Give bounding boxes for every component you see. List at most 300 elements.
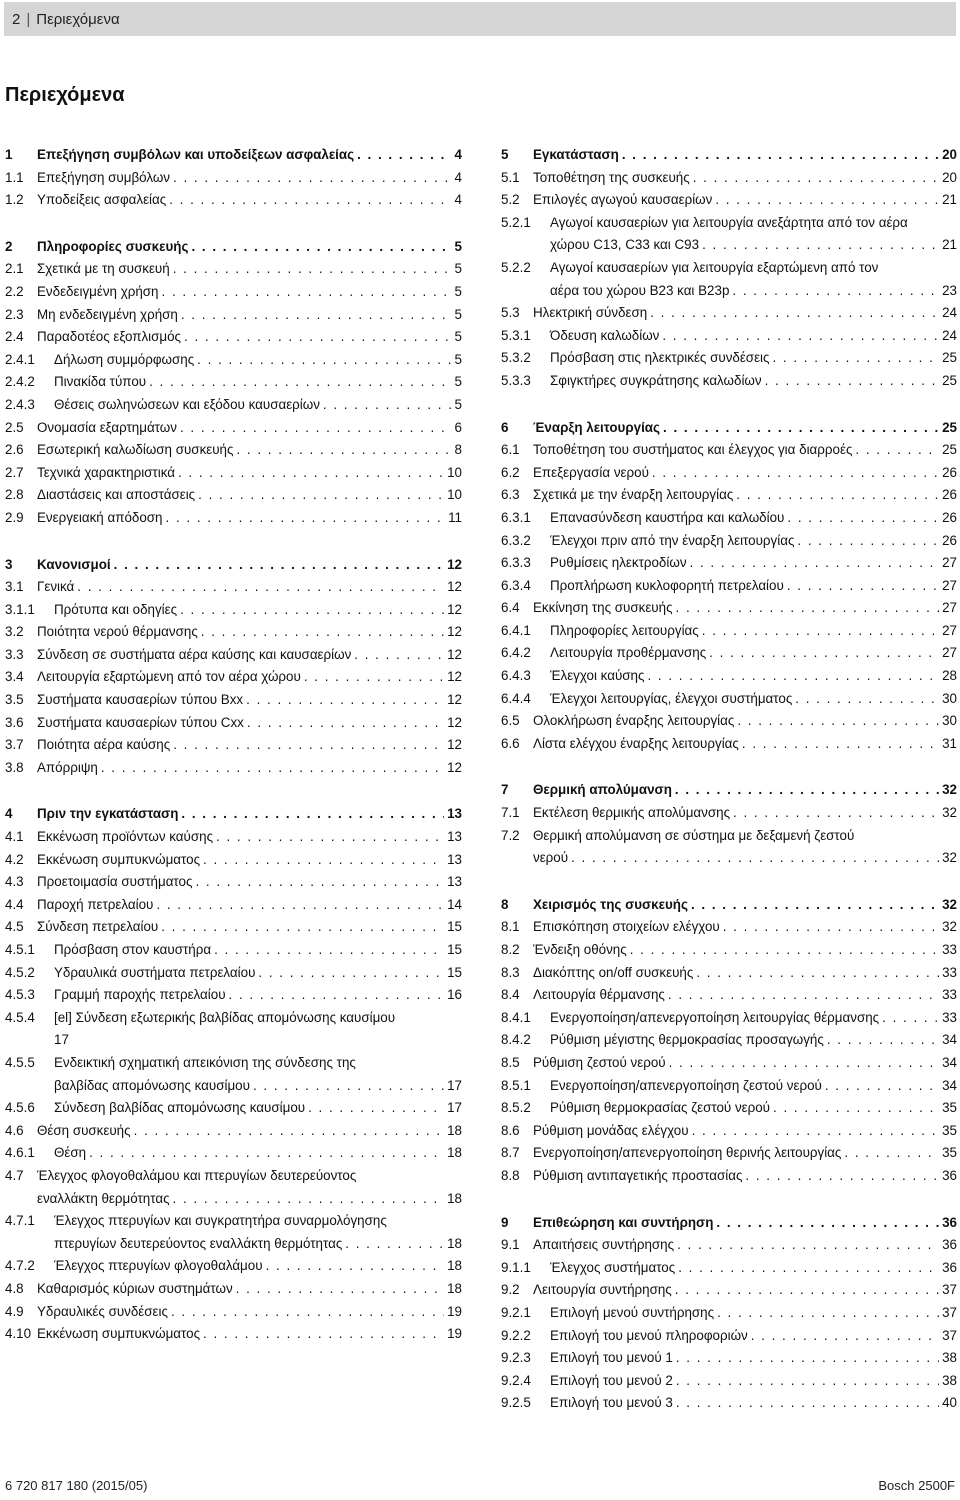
toc-chapter-heading[interactable] <box>501 779 957 802</box>
toc-entry[interactable] <box>5 849 462 872</box>
toc-entry-body <box>550 552 957 575</box>
toc-entry[interactable] <box>5 734 462 757</box>
toc-entry[interactable] <box>5 871 462 894</box>
toc-dot-leader <box>161 916 444 939</box>
toc-entry-line <box>37 189 462 212</box>
toc-dot-leader <box>354 644 444 667</box>
toc-entry[interactable] <box>501 1075 957 1098</box>
toc-entry[interactable] <box>501 1347 957 1370</box>
toc-entry-title: Λειτουργία εξαρτώμενη από τον αέρα χώρου <box>37 669 301 685</box>
toc-entry[interactable] <box>5 189 462 212</box>
toc-entry-title: Επιλογή μενού συντήρησης <box>550 1304 715 1320</box>
toc-entry-title: Απόρριψη <box>37 759 98 775</box>
toc-entry-number: 4.7 <box>5 1167 24 1183</box>
toc-dot-leader <box>676 1347 939 1370</box>
toc-entry-title: βαλβίδας απομόνωσης καυσίμου <box>54 1077 250 1093</box>
toc-dot-leader <box>732 280 939 303</box>
toc-entry-body <box>550 642 957 665</box>
toc-entry[interactable] <box>501 347 957 370</box>
toc-entry-number: 8.5.2 <box>501 1100 531 1116</box>
toc-dot-leader <box>236 439 451 462</box>
toc-page-number: 30 <box>942 690 957 706</box>
toc-entry[interactable] <box>501 484 957 507</box>
toc-entry-title: Επιλογές αγωγού καυσαερίων <box>533 192 713 208</box>
toc-entry-line <box>37 484 462 507</box>
toc-dot-leader <box>696 962 939 985</box>
toc-dot-leader <box>195 871 444 894</box>
toc-entry[interactable] <box>501 1325 957 1348</box>
toc-entry-title: Θερμική απολύμανση σε σύστημα με δεξαμενή ζεστού <box>533 827 855 843</box>
toc-dot-leader <box>229 984 445 1007</box>
toc-entry-line <box>37 666 462 689</box>
toc-entry-line <box>533 1279 957 1302</box>
toc-page-number: 27 <box>942 600 957 616</box>
toc-entry-body <box>533 779 957 802</box>
toc-entry-line <box>533 144 957 167</box>
toc-entry-title: Θέση συσκευής <box>37 1122 131 1138</box>
toc-entry-title: Επιλογή του μενού πληροφοριών <box>550 1327 748 1343</box>
toc-entry-number: 9.2.4 <box>501 1372 531 1388</box>
toc-dot-leader <box>716 1212 939 1235</box>
toc-chapter-heading[interactable] <box>501 894 957 917</box>
toc-entry[interactable] <box>501 462 957 485</box>
toc-chapter-heading[interactable] <box>5 236 462 259</box>
toc-entry-title: Αγωγοί καυσαερίων για λειτουργία ανεξάρτητα από τον αέρα <box>550 214 908 230</box>
toc-entry-title: Σύνδεση βαλβίδας απομόνωσης καυσίμου <box>54 1100 306 1116</box>
toc-page-number: 21 <box>942 192 957 208</box>
toc-entry-line <box>37 326 462 349</box>
toc-dot-leader <box>737 710 939 733</box>
toc-entry[interactable] <box>5 984 462 1007</box>
toc-entry-title: Ονομασία εξαρτημάτων <box>37 419 177 435</box>
toc-entry-line <box>533 1142 957 1165</box>
toc-entry-body <box>533 984 957 1007</box>
toc-entry-line <box>54 1075 462 1098</box>
toc-entry-body <box>550 665 957 688</box>
toc-entry[interactable] <box>5 394 462 417</box>
toc-page-number: 18 <box>447 1235 462 1251</box>
toc-chapter-heading[interactable] <box>501 417 957 440</box>
toc-entry-title: Ενεργοποίηση/απενεργοποίηση θερινής λειτουργίας <box>533 1145 842 1161</box>
toc-page-number: 27 <box>942 555 957 571</box>
toc-page-number: 26 <box>942 509 957 525</box>
toc-entry-line <box>533 733 957 756</box>
toc-page-number: 12 <box>447 759 462 775</box>
toc-entry[interactable] <box>501 1142 957 1165</box>
toc-entry[interactable] <box>5 1120 462 1143</box>
toc-page-number: 25 <box>942 350 957 366</box>
toc-entry-body <box>37 304 462 327</box>
toc-entry-title: Επεξεργασία νερού <box>533 464 649 480</box>
toc-entry[interactable] <box>501 1257 957 1280</box>
toc-entry-body <box>54 599 462 622</box>
toc-entry-number: 5.3 <box>501 305 520 321</box>
toc-entry-body <box>533 802 957 825</box>
toc-entry-number: 7 <box>501 782 509 798</box>
toc-entry-line <box>550 530 957 553</box>
toc-entry-number: 6.3 <box>501 487 520 503</box>
toc-entry[interactable] <box>5 507 462 530</box>
toc-entry[interactable] <box>501 302 957 325</box>
toc-dot-leader <box>169 189 451 212</box>
toc-dot-leader <box>173 1188 445 1211</box>
toc-entry-number: 3.7 <box>5 737 24 753</box>
toc-entry-number: 4.6.1 <box>5 1145 35 1161</box>
toc-entry-line <box>54 1007 462 1030</box>
toc-entry[interactable] <box>5 916 462 939</box>
toc-page-number: 37 <box>942 1282 957 1298</box>
toc-entry-number: 2.8 <box>5 487 24 503</box>
toc-entry-number: 7.1 <box>501 805 520 821</box>
toc-entry[interactable] <box>501 530 957 553</box>
toc-entry[interactable] <box>5 644 462 667</box>
toc-dot-leader <box>173 167 452 190</box>
toc-entry[interactable] <box>5 1097 462 1120</box>
toc-entry-line <box>54 1233 462 1256</box>
toc-entry[interactable] <box>501 1302 957 1325</box>
toc-page-number: 32 <box>942 919 957 935</box>
toc-entry-line <box>550 1392 957 1415</box>
toc-entry-line <box>550 1075 957 1098</box>
toc-entry-body <box>37 507 462 530</box>
toc-page-number: 21 <box>942 237 957 253</box>
toc-entry-number: 3.4 <box>5 669 24 685</box>
toc-entry[interactable] <box>5 281 462 304</box>
toc-dot-leader <box>216 826 444 849</box>
toc-entry-title: χώρου C13, C33 και C93 <box>550 237 700 253</box>
toc-dot-leader <box>647 665 939 688</box>
toc-entry-line <box>37 144 462 167</box>
toc-entry-body <box>54 349 462 372</box>
toc-entry-title: Παροχή πετρελαίου <box>37 896 154 912</box>
toc-entry-line <box>533 962 957 985</box>
toc-dot-leader <box>668 984 939 1007</box>
toc-entry-line <box>533 1234 957 1257</box>
toc-dot-leader <box>571 847 939 870</box>
toc-entry[interactable] <box>5 894 462 917</box>
toc-entry-body <box>37 734 462 757</box>
toc-chapter-heading[interactable] <box>501 144 957 167</box>
toc-entry-line <box>550 234 957 257</box>
toc-entry[interactable] <box>501 1165 957 1188</box>
toc-entry[interactable] <box>5 258 462 281</box>
toc-entry-body <box>533 484 957 507</box>
toc-entry-body <box>550 507 957 530</box>
toc-entry[interactable] <box>501 939 957 962</box>
toc-entry-body <box>37 871 462 894</box>
toc-entry-number: 4.7.2 <box>5 1258 35 1274</box>
toc-entry[interactable] <box>5 621 462 644</box>
toc-dot-leader <box>203 1323 444 1346</box>
toc-entry-number: 2.4.1 <box>5 351 35 367</box>
toc-entry-line <box>533 916 957 939</box>
toc-dot-leader <box>214 939 444 962</box>
toc-entry[interactable] <box>501 665 957 688</box>
toc-entry[interactable] <box>5 1007 462 1052</box>
toc-entry-line <box>550 552 957 575</box>
toc-entry-line <box>37 576 462 599</box>
toc-page-number: 5 <box>454 238 462 254</box>
toc-entry-title: Ενεργειακή απόδοση <box>37 509 163 525</box>
page-title: Περιεχόμενα <box>5 84 125 106</box>
toc-entry-line <box>550 1097 957 1120</box>
toc-dot-leader <box>772 347 939 370</box>
toc-entry-title: Υδραυλικές συνδέσεις <box>37 1303 168 1319</box>
toc-entry[interactable] <box>5 757 462 780</box>
toc-entry[interactable] <box>5 1165 462 1210</box>
toc-page-number: 5 <box>454 374 462 390</box>
toc-page-number: 16 <box>447 987 462 1003</box>
toc-entry[interactable] <box>501 1392 957 1415</box>
toc-entry-title: Ποιότητα νερού θέρμανσης <box>37 624 198 640</box>
toc-entry-number: 8.4.2 <box>501 1032 531 1048</box>
toc-entry[interactable] <box>501 552 957 575</box>
toc-entry-line <box>550 1325 957 1348</box>
toc-entry[interactable] <box>501 1234 957 1257</box>
toc-entry[interactable] <box>5 349 462 372</box>
toc-entry[interactable] <box>501 1120 957 1143</box>
toc-entry-title: Όδευση καλωδίων <box>550 327 660 343</box>
toc-entry[interactable] <box>5 576 462 599</box>
toc-entry[interactable] <box>5 939 462 962</box>
toc-entry-number: 4.5.3 <box>5 987 35 1003</box>
toc-entry-title: Λίστα ελέγχου έναρξης λειτουργίας <box>533 735 739 751</box>
toc-entry[interactable] <box>501 257 957 302</box>
toc-page-number: 15 <box>447 942 462 957</box>
toc-entry-number: 5.3.3 <box>501 372 531 388</box>
toc-entry-title: εναλλάκτη θερμότητας <box>37 1190 170 1206</box>
toc-entry[interactable] <box>501 1029 957 1052</box>
toc-entry-line <box>37 1120 462 1143</box>
toc-dot-leader <box>882 1007 939 1030</box>
toc-entry[interactable] <box>501 167 957 190</box>
toc-entry-number: 5.1 <box>501 169 520 185</box>
toc-dot-leader <box>173 258 452 281</box>
toc-entry-title: Χειρισμός της συσκευής <box>533 896 688 912</box>
toc-entry[interactable] <box>5 599 462 622</box>
toc-entry[interactable] <box>501 688 957 711</box>
toc-entry[interactable] <box>5 962 462 985</box>
toc-entry-number: 6.4.3 <box>501 668 531 684</box>
toc-page-number: 5 <box>454 283 462 299</box>
toc-dot-leader <box>678 1257 939 1280</box>
toc-entry-body <box>550 1029 957 1052</box>
toc-dot-leader <box>253 1075 444 1098</box>
toc-entry[interactable] <box>501 984 957 1007</box>
toc-entry[interactable] <box>501 802 957 825</box>
toc-entry[interactable] <box>501 962 957 985</box>
toc-entry[interactable] <box>5 462 462 485</box>
toc-entry-body <box>550 1007 957 1030</box>
toc-entry-title: Γενικά <box>37 579 75 595</box>
toc-chapter-heading[interactable] <box>5 144 462 167</box>
toc-entry[interactable] <box>501 710 957 733</box>
toc-entry[interactable] <box>501 916 957 939</box>
toc-entry-body <box>37 554 462 577</box>
toc-entry-number: 2.7 <box>5 464 24 480</box>
toc-entry-number: 8.3 <box>501 964 520 980</box>
toc-entry[interactable] <box>501 507 957 530</box>
toc-entry[interactable] <box>5 167 462 190</box>
toc-page-number: 13 <box>447 851 462 867</box>
toc-entry[interactable] <box>501 575 957 598</box>
toc-page-number: 5 <box>454 329 462 345</box>
toc-entry[interactable] <box>5 712 462 735</box>
toc-entry-title: Ρυθμίσεις ηλεκτροδίων <box>550 555 687 571</box>
toc-entry-title: Ρύθμιση ζεστού νερού <box>533 1054 666 1070</box>
toc-entry-line <box>37 258 462 281</box>
toc-page-number: 19 <box>447 1326 462 1342</box>
toc-entry-line <box>550 370 957 393</box>
toc-entry-title: Σφιγκτήρες συγκράτησης καλωδίων <box>550 372 762 388</box>
toc-page-number: 4 <box>454 192 462 208</box>
toc-entry-body <box>550 1325 957 1348</box>
toc-entry[interactable] <box>501 1279 957 1302</box>
toc-entry-body <box>37 462 462 485</box>
toc-page-number: 31 <box>942 735 957 751</box>
toc-dot-leader <box>180 417 452 440</box>
toc-entry-body <box>533 597 957 620</box>
toc-entry-title: Επισκόπηση στοιχείων ελέγχου <box>533 919 720 935</box>
toc-page-number: 28 <box>942 668 957 684</box>
toc-entry-number: 9.1 <box>501 1237 520 1253</box>
toc-entry[interactable] <box>501 1007 957 1030</box>
toc-chapter <box>5 236 462 530</box>
toc-entry[interactable] <box>5 1301 462 1324</box>
toc-dot-leader <box>622 144 939 167</box>
toc-entry[interactable] <box>5 326 462 349</box>
toc-dot-leader <box>715 189 939 212</box>
toc-entry-number: 4.5.5 <box>5 1054 35 1070</box>
toc-entry-number: 6.3.3 <box>501 555 531 571</box>
toc-entry[interactable] <box>501 733 957 756</box>
toc-chapter <box>5 554 462 780</box>
toc-entry-number: 8.5 <box>501 1054 520 1070</box>
toc-chapter-heading[interactable] <box>5 803 462 826</box>
toc-entry[interactable] <box>501 1052 957 1075</box>
toc-page-number: 35 <box>942 1145 957 1161</box>
toc-entry[interactable] <box>501 620 957 643</box>
toc-page-number: 35 <box>942 1100 957 1116</box>
toc-entry-title: Λειτουργία προθέρμανσης <box>550 645 707 661</box>
toc-entry[interactable] <box>501 642 957 665</box>
toc-page-number: 34 <box>942 1077 957 1093</box>
toc-entry-number: 5.2 <box>501 192 520 208</box>
toc-entry-number: 8.1 <box>501 919 520 935</box>
toc-dot-leader <box>675 779 939 802</box>
toc-entry-number: 7.2 <box>501 827 520 843</box>
toc-page-number: 5 <box>454 351 462 367</box>
toc-entry-body <box>550 1347 957 1370</box>
toc-dot-leader <box>101 757 444 780</box>
toc-entry[interactable] <box>501 370 957 393</box>
toc-entry-title: Τοποθέτηση της συσκευής <box>533 169 690 185</box>
toc-entry-body <box>533 302 957 325</box>
toc-entry[interactable] <box>5 826 462 849</box>
toc-entry-title: Πρόσβαση στον καυστήρα <box>54 942 212 957</box>
toc-entry[interactable] <box>5 1278 462 1301</box>
toc-entry[interactable] <box>5 1142 462 1165</box>
toc-page-number: 25 <box>942 419 957 435</box>
toc-entry[interactable] <box>501 212 957 257</box>
toc-entry[interactable] <box>5 484 462 507</box>
toc-entry-body <box>37 689 462 712</box>
toc-entry-line <box>37 803 462 826</box>
toc-entry-body <box>533 939 957 962</box>
toc-entry-line <box>37 757 462 780</box>
toc-entry[interactable] <box>5 439 462 462</box>
toc-entry-line <box>54 962 462 985</box>
toc-entry-line <box>54 939 462 962</box>
toc-entry[interactable] <box>5 1323 462 1346</box>
toc-entry[interactable] <box>501 825 957 870</box>
toc-entry[interactable] <box>501 597 957 620</box>
toc-page-number: 15 <box>447 964 462 980</box>
toc-entry[interactable] <box>5 304 462 327</box>
toc-entry[interactable] <box>501 1370 957 1393</box>
toc-entry[interactable] <box>501 325 957 348</box>
toc-dot-leader <box>742 733 939 756</box>
toc-entry[interactable] <box>5 689 462 712</box>
toc-entry-number: 3 <box>5 556 13 572</box>
toc-entry-number: 5.2.2 <box>501 259 531 275</box>
toc-entry-title: Λειτουργία συντήρησης <box>533 1282 672 1298</box>
toc-entry-number: 2.4.2 <box>5 374 35 390</box>
toc-chapter-heading[interactable] <box>5 554 462 577</box>
toc-entry-line <box>37 462 462 485</box>
toc-entry-title: Ρύθμιση θερμοκρασίας ζεστού νερού <box>550 1100 771 1116</box>
toc-dot-leader <box>692 1120 940 1143</box>
toc-entry[interactable] <box>501 189 957 212</box>
toc-entry-number: 8.8 <box>501 1167 520 1183</box>
toc-entry-title: Προπλήρωση κυκλοφορητή πετρελαίου <box>550 577 784 593</box>
toc-entry-title: Πρόσβαση στις ηλεκτρικές συνδέσεις <box>550 350 770 366</box>
toc-entry-body <box>37 1165 462 1210</box>
toc-page-number: 12 <box>447 692 462 708</box>
toc-entry[interactable] <box>5 1210 462 1255</box>
toc-dot-leader <box>855 439 939 462</box>
toc-entry-body <box>550 257 957 302</box>
toc-entry-title: Επιλογή του μενού 3 <box>550 1395 673 1411</box>
toc-entry[interactable] <box>501 1097 957 1120</box>
toc-entry-number: 8 <box>501 896 509 912</box>
toc-page-number: 24 <box>942 305 957 321</box>
toc-entry[interactable] <box>5 1052 462 1097</box>
toc-entry[interactable] <box>5 371 462 394</box>
toc-entry-number: 4.5.4 <box>5 1009 35 1025</box>
toc-dot-leader <box>308 1097 444 1120</box>
toc-entry-body <box>54 1052 462 1097</box>
toc-entry-title: Εκκένωση συμπυκνώματος <box>37 851 201 867</box>
toc-entry[interactable] <box>5 666 462 689</box>
toc-entry-number: 6.4 <box>501 600 520 616</box>
toc-chapter-heading[interactable] <box>501 1212 957 1235</box>
toc-entry-line <box>37 507 462 530</box>
toc-dot-leader <box>178 462 444 485</box>
toc-entry-number: 8.4 <box>501 987 520 1003</box>
toc-chapter <box>501 417 957 756</box>
toc-entry-body <box>550 688 957 711</box>
toc-entry[interactable] <box>5 1255 462 1278</box>
toc-entry-title: Σύνδεση πετρελαίου <box>37 919 159 935</box>
toc-entry-body <box>533 167 957 190</box>
toc-entry[interactable] <box>501 439 957 462</box>
toc-entry-body <box>533 1234 957 1257</box>
toc-entry[interactable] <box>5 417 462 440</box>
toc-page-number: 26 <box>942 532 957 548</box>
toc-left-column <box>5 144 462 1370</box>
toc-dot-leader <box>652 462 939 485</box>
